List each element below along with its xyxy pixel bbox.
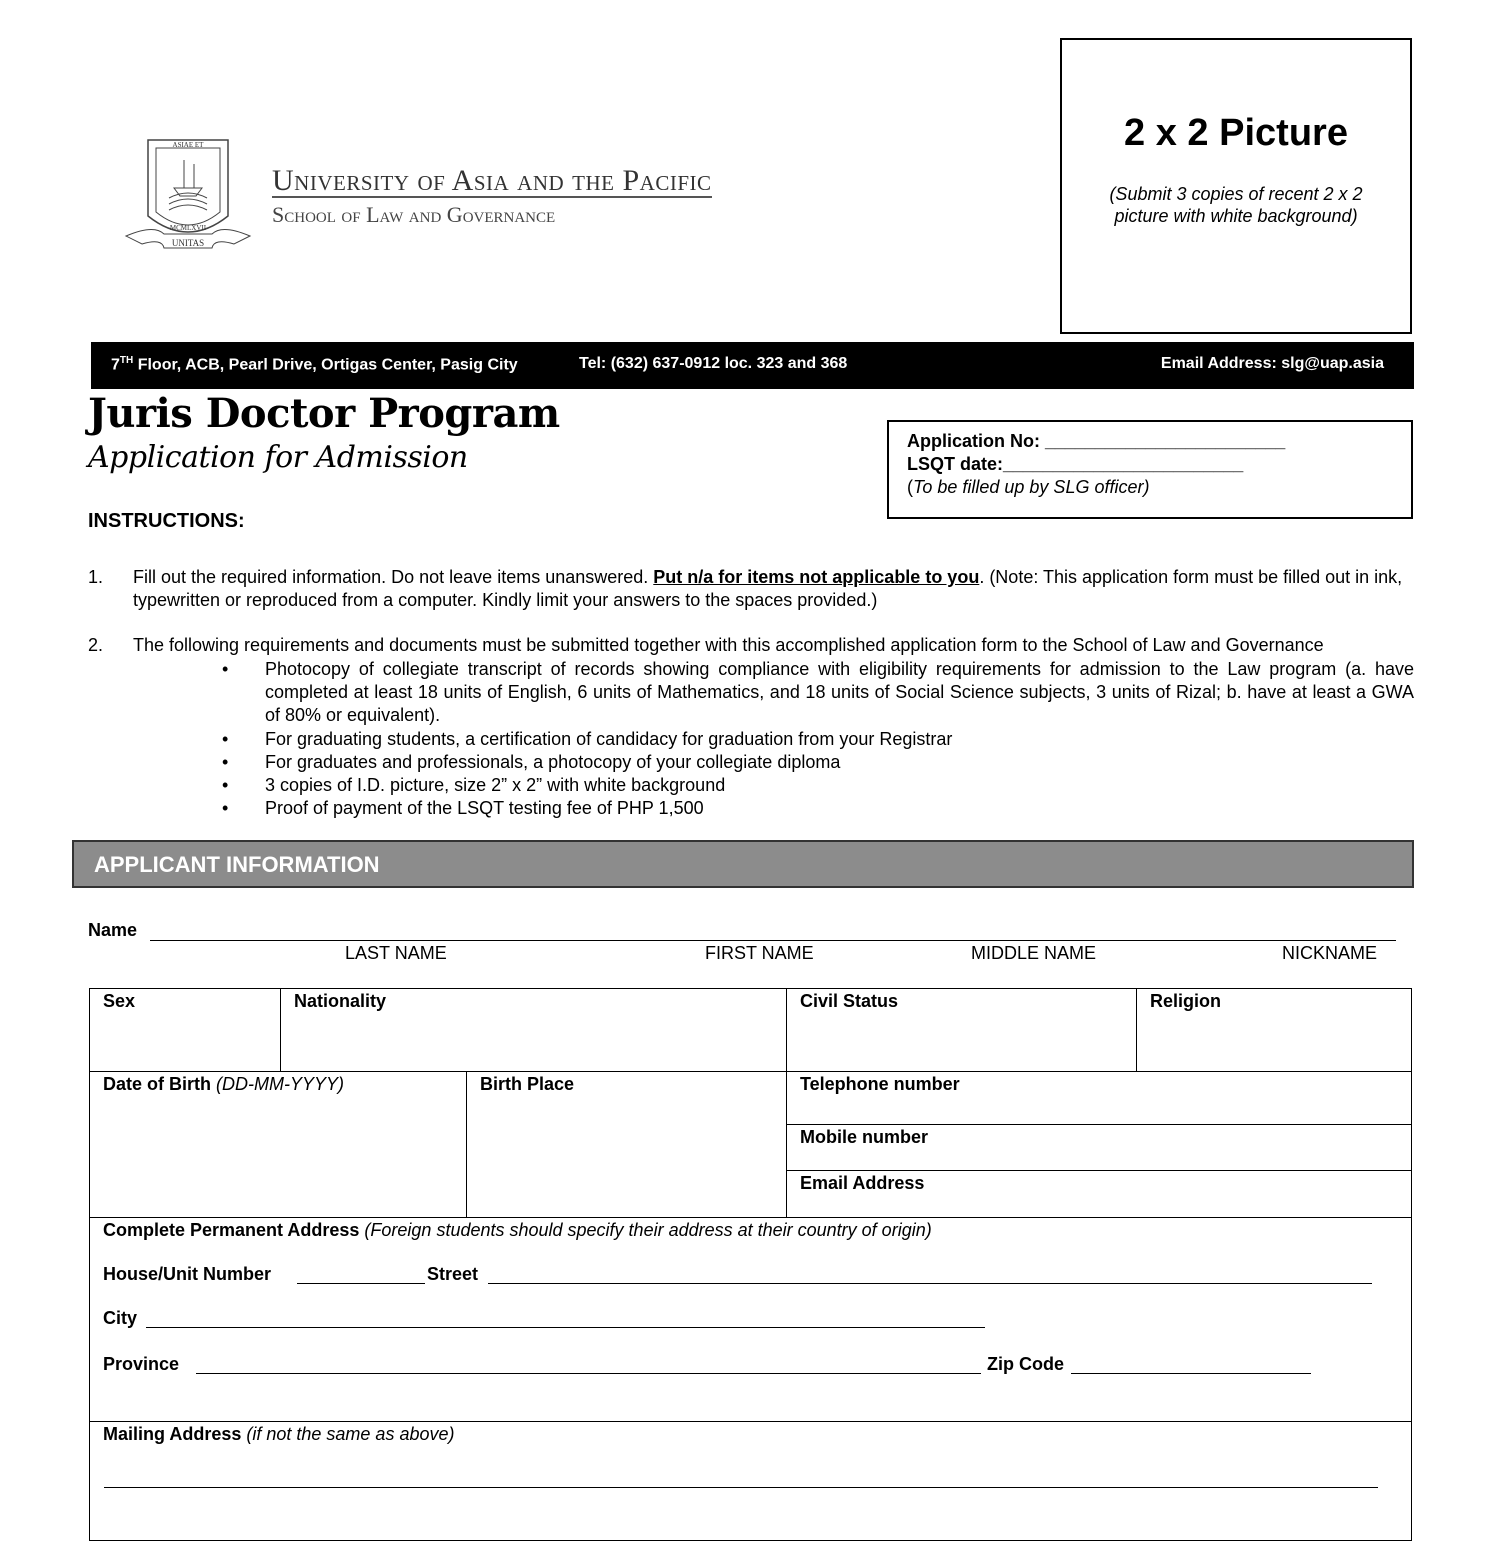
page-subtitle: Application for Admission bbox=[88, 440, 468, 475]
zip-code-label: Zip Code bbox=[987, 1354, 1064, 1374]
instructions-heading: INSTRUCTIONS: bbox=[88, 510, 245, 532]
nationality-label: Nationality bbox=[294, 991, 387, 1011]
requirement-text: Photocopy of collegiate transcript of records showing compliance with eligibility requirements for admission to the Law program (a. have completed at least 18 units of English, 6 units of Mathematics, and 18 units of Social Science subjects, 3 units of Rizal; b. have at least a GWA of 80% or equivalent). bbox=[265, 659, 1414, 725]
birth-place-field[interactable] bbox=[466, 1071, 787, 1218]
street-label: Street bbox=[427, 1264, 479, 1284]
permanent-address-section bbox=[89, 1217, 1412, 1422]
application-number-field: Application No: ________________________ bbox=[907, 431, 1286, 451]
last-name-caption: LAST NAME bbox=[345, 943, 447, 963]
requirement-item bbox=[222, 658, 1414, 727]
mobile-field[interactable] bbox=[786, 1124, 1412, 1171]
street-input[interactable] bbox=[488, 1283, 1372, 1284]
office-note: To be filled up by SLG officer) bbox=[913, 477, 1150, 497]
contact-bar bbox=[91, 342, 1414, 389]
bullet-icon: • bbox=[222, 775, 229, 795]
instruction-1-text-a: Fill out the required information. Do not leave items unanswered. bbox=[133, 567, 654, 587]
bullet-icon: • bbox=[222, 752, 229, 772]
telephone-label: Telephone number bbox=[800, 1074, 960, 1094]
house-number-input[interactable] bbox=[297, 1283, 425, 1284]
sex-field[interactable] bbox=[89, 988, 281, 1072]
religion-field[interactable] bbox=[1136, 988, 1412, 1072]
province-input[interactable] bbox=[196, 1373, 981, 1374]
requirement-item bbox=[222, 797, 1414, 820]
bullet-icon: • bbox=[222, 798, 229, 818]
university-name: University of Asia and the Pacific bbox=[272, 164, 712, 197]
civil-status-field[interactable] bbox=[786, 988, 1137, 1072]
instruction-1-text-c: . (Note: This application form must be filled out in ink, typewritten or reproduced from a computer. Kindly limit your answers to the spaces provided.) bbox=[133, 567, 1403, 610]
date-of-birth-label: Date of Birth bbox=[103, 1074, 211, 1094]
photo-title: 2 x 2 Picture bbox=[1124, 112, 1348, 154]
school-name: School of Law and Governance bbox=[272, 202, 556, 227]
bullet-icon: • bbox=[222, 659, 229, 679]
telephone-field[interactable] bbox=[786, 1071, 1412, 1125]
bullet-icon: • bbox=[222, 729, 229, 749]
photo-note: (Submit 3 copies of recent 2 x 2 picture with white background) bbox=[1109, 184, 1363, 226]
floor-suffix: TH bbox=[119, 355, 134, 366]
requirement-text: For graduates and professionals, a photocopy of your collegiate diploma bbox=[265, 752, 841, 772]
date-format-hint: (DD-MM-YYYY) bbox=[216, 1074, 345, 1094]
instruction-2: The following requirements and documents must be submitted together with this accomplished application form to the School of Law and Governance bbox=[133, 635, 1324, 655]
requirement-text: Proof of payment of the LSQT testing fee of PHP 1,500 bbox=[265, 798, 704, 818]
requirement-text: For graduating students, a certification of candidacy for graduation from your Registrar bbox=[265, 729, 953, 749]
svg-text:ASIAE ET: ASIAE ET bbox=[172, 141, 204, 149]
page-title: Juris Doctor Program bbox=[88, 390, 560, 437]
photo-box bbox=[1060, 38, 1412, 334]
house-number-label: House/Unit Number bbox=[103, 1264, 272, 1284]
address-rest: Floor, ACB, Pearl Drive, Ortigas Center, Pasig City bbox=[133, 356, 518, 374]
mailing-address-input[interactable] bbox=[104, 1487, 1378, 1488]
city-label: City bbox=[103, 1308, 138, 1328]
mailing-address-field[interactable] bbox=[89, 1421, 1412, 1541]
nationality-field[interactable] bbox=[280, 988, 787, 1072]
email-field[interactable] bbox=[786, 1170, 1412, 1218]
telephone-text: Tel: (632) 637-0912 loc. 323 and 368 bbox=[579, 355, 848, 372]
requirement-item bbox=[222, 728, 1414, 751]
date-of-birth-field[interactable] bbox=[89, 1071, 467, 1218]
mobile-label: Mobile number bbox=[800, 1127, 929, 1147]
birth-place-label: Birth Place bbox=[480, 1074, 575, 1094]
instruction-1-number: 1. bbox=[88, 567, 104, 587]
email-label: Email Address bbox=[800, 1173, 925, 1193]
religion-label: Religion bbox=[1150, 991, 1221, 1011]
requirement-text: 3 copies of I.D. picture, size 2” x 2” with white background bbox=[265, 775, 726, 795]
svg-text:MCMLXVII: MCMLXVII bbox=[169, 224, 207, 232]
mailing-address-label: Mailing Address bbox=[103, 1424, 242, 1444]
middle-name-caption: MIDDLE NAME bbox=[971, 943, 1097, 963]
permanent-address-note: (Foreign students should specify their address at their country of origin) bbox=[364, 1220, 932, 1240]
mailing-address-note: (if not the same as above) bbox=[246, 1424, 455, 1444]
office-use-box bbox=[887, 420, 1413, 519]
name-label: Name bbox=[88, 920, 138, 940]
instruction-2-number: 2. bbox=[88, 635, 104, 655]
university-crest-logo bbox=[124, 138, 252, 258]
address-text bbox=[111, 355, 518, 374]
applicant-information-header: APPLICANT INFORMATION bbox=[72, 840, 1414, 888]
lsqt-date-field: LSQT date:________________________ bbox=[907, 454, 1244, 474]
city-input[interactable] bbox=[146, 1327, 985, 1328]
name-input-line[interactable] bbox=[150, 940, 1396, 941]
floor-number: 7 bbox=[111, 356, 120, 374]
instruction-1 bbox=[133, 566, 1413, 612]
requirement-item bbox=[222, 774, 1414, 797]
office-note-paren: ( bbox=[907, 477, 913, 497]
permanent-address-label: Complete Permanent Address bbox=[103, 1220, 360, 1240]
instruction-1-emphasis: Put n/a for items not applicable to you bbox=[653, 567, 980, 587]
civil-status-label: Civil Status bbox=[800, 991, 899, 1011]
sex-label: Sex bbox=[103, 991, 136, 1011]
nickname-caption: NICKNAME bbox=[1282, 943, 1378, 963]
province-label: Province bbox=[103, 1354, 180, 1374]
requirements-list bbox=[222, 658, 1414, 820]
email-text: Email Address: slg@uap.asia bbox=[1160, 355, 1384, 372]
zip-code-input[interactable] bbox=[1071, 1373, 1311, 1374]
svg-text:UNITAS: UNITAS bbox=[171, 238, 205, 248]
first-name-caption: FIRST NAME bbox=[705, 943, 814, 963]
requirement-item bbox=[222, 751, 1414, 774]
